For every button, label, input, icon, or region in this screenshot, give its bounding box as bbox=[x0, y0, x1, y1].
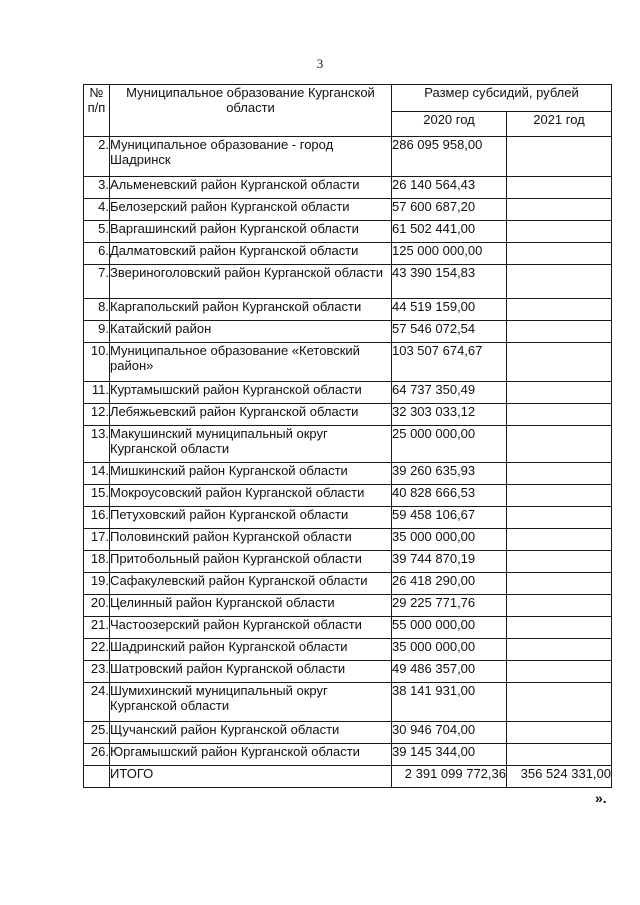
total-number bbox=[84, 766, 110, 788]
row-number: 8. bbox=[84, 299, 110, 321]
total-row bbox=[84, 766, 612, 788]
subsidy-2020: 29 225 771,76 bbox=[392, 595, 507, 617]
subsidy-2020: 39 260 635,93 bbox=[392, 463, 507, 485]
subsidy-2020: 103 507 674,67 bbox=[392, 343, 507, 382]
row-number: 24. bbox=[84, 683, 110, 722]
subsidy-2020: 57 546 072,54 bbox=[392, 321, 507, 343]
row-number: 6. bbox=[84, 243, 110, 265]
header-number: № п/п bbox=[84, 85, 110, 137]
row-number: 16. bbox=[84, 507, 110, 529]
subsidy-2021 bbox=[507, 507, 612, 529]
row-number: 17. bbox=[84, 529, 110, 551]
row-number: 3. bbox=[84, 177, 110, 199]
table-row bbox=[84, 426, 612, 463]
municipality-name: Каргапольский район Курганской области bbox=[110, 299, 392, 321]
page-number: 3 bbox=[316, 56, 324, 71]
municipality-name: Половинский район Курганской области bbox=[110, 529, 392, 551]
table-row bbox=[84, 551, 612, 573]
subsidy-2020: 35 000 000,00 bbox=[392, 639, 507, 661]
table-row bbox=[84, 404, 612, 426]
subsidy-2021 bbox=[507, 343, 612, 382]
table-row bbox=[84, 744, 612, 766]
municipality-name: Муниципальное образование - город Шадринск bbox=[110, 137, 392, 177]
table-row bbox=[84, 343, 612, 382]
municipality-name: Варгашинский район Курганской области bbox=[110, 221, 392, 243]
row-number: 4. bbox=[84, 199, 110, 221]
total-2021: 356 524 331,00 bbox=[507, 766, 612, 788]
header-municipality: Муниципальное образование Курганской области bbox=[110, 85, 392, 137]
row-number: 12. bbox=[84, 404, 110, 426]
subsidy-2020: 26 140 564,43 bbox=[392, 177, 507, 199]
municipality-name: Куртамышский район Курганской области bbox=[110, 382, 392, 404]
row-number: 9. bbox=[84, 321, 110, 343]
table-row bbox=[84, 573, 612, 595]
total-label: ИТОГО bbox=[110, 766, 392, 788]
table-row bbox=[84, 463, 612, 485]
table-row bbox=[84, 485, 612, 507]
subsidy-2021 bbox=[507, 595, 612, 617]
municipality-name: Шумихинский муниципальный округ Курганской области bbox=[110, 683, 392, 722]
row-number: 21. bbox=[84, 617, 110, 639]
subsidy-2021 bbox=[507, 485, 612, 507]
header-year-2021: 2021 год bbox=[507, 112, 612, 137]
row-number: 20. bbox=[84, 595, 110, 617]
subsidy-2020: 35 000 000,00 bbox=[392, 529, 507, 551]
table-row bbox=[84, 683, 612, 722]
header-year-2020: 2020 год bbox=[392, 112, 507, 137]
table-row bbox=[84, 661, 612, 683]
table-row bbox=[84, 722, 612, 744]
municipality-name: Частоозерский район Курганской области bbox=[110, 617, 392, 639]
subsidy-2021 bbox=[507, 265, 612, 299]
table-row bbox=[84, 617, 612, 639]
subsidy-2020: 30 946 704,00 bbox=[392, 722, 507, 744]
municipality-name: Юргамышский район Курганской области bbox=[110, 744, 392, 766]
table-row bbox=[84, 507, 612, 529]
subsidy-2020: 125 000 000,00 bbox=[392, 243, 507, 265]
table-body bbox=[84, 137, 612, 788]
table-row bbox=[84, 199, 612, 221]
row-number: 10. bbox=[84, 343, 110, 382]
subsidy-2021 bbox=[507, 639, 612, 661]
table-row bbox=[84, 529, 612, 551]
subsidy-2020: 40 828 666,53 bbox=[392, 485, 507, 507]
subsidy-2021 bbox=[507, 661, 612, 683]
table-header bbox=[84, 85, 612, 137]
subsidy-2021 bbox=[507, 199, 612, 221]
subsidy-2021 bbox=[507, 744, 612, 766]
municipality-name: Лебяжьевский район Курганской области bbox=[110, 404, 392, 426]
municipality-name: Альменевский район Курганской области bbox=[110, 177, 392, 199]
table-row bbox=[84, 382, 612, 404]
subsidy-table bbox=[83, 84, 612, 788]
subsidy-2021 bbox=[507, 426, 612, 463]
row-number: 19. bbox=[84, 573, 110, 595]
municipality-name: Муниципальное образование «Кетовский район» bbox=[110, 343, 392, 382]
municipality-name: Щучанский район Курганской области bbox=[110, 722, 392, 744]
subsidy-2021 bbox=[507, 221, 612, 243]
subsidy-2020: 25 000 000,00 bbox=[392, 426, 507, 463]
row-number: 14. bbox=[84, 463, 110, 485]
subsidy-2020: 286 095 958,00 bbox=[392, 137, 507, 177]
municipality-name: Шадринский район Курганской области bbox=[110, 639, 392, 661]
subsidy-2021 bbox=[507, 404, 612, 426]
table-row bbox=[84, 321, 612, 343]
row-number: 2. bbox=[84, 137, 110, 177]
table-row bbox=[84, 299, 612, 321]
subsidy-2021 bbox=[507, 321, 612, 343]
municipality-name: Звериноголовский район Курганской области bbox=[110, 265, 392, 299]
municipality-name: Сафакулевский район Курганской области bbox=[110, 573, 392, 595]
subsidy-2020: 38 141 931,00 bbox=[392, 683, 507, 722]
row-number: 15. bbox=[84, 485, 110, 507]
table-row bbox=[84, 265, 612, 299]
row-number: 18. bbox=[84, 551, 110, 573]
municipality-name: Шатровский район Курганской области bbox=[110, 661, 392, 683]
row-number: 7. bbox=[84, 265, 110, 299]
row-number: 5. bbox=[84, 221, 110, 243]
row-number: 11. bbox=[84, 382, 110, 404]
row-number: 25. bbox=[84, 722, 110, 744]
header-subsidy-size: Размер субсидий, рублей bbox=[392, 85, 612, 112]
table-row bbox=[84, 221, 612, 243]
subsidy-2020: 55 000 000,00 bbox=[392, 617, 507, 639]
municipality-name: Целинный район Курганской области bbox=[110, 595, 392, 617]
municipality-name: Мишкинский район Курганской области bbox=[110, 463, 392, 485]
municipality-name: Макушинский муниципальный округ Курганской области bbox=[110, 426, 392, 463]
subsidy-2020: 49 486 357,00 bbox=[392, 661, 507, 683]
row-number: 22. bbox=[84, 639, 110, 661]
municipality-name: Катайский район bbox=[110, 321, 392, 343]
municipality-name: Мокроусовский район Курганской области bbox=[110, 485, 392, 507]
subsidy-2021 bbox=[507, 137, 612, 177]
subsidy-2021 bbox=[507, 243, 612, 265]
subsidy-2021 bbox=[507, 573, 612, 595]
subsidy-2021 bbox=[507, 617, 612, 639]
row-number: 13. bbox=[84, 426, 110, 463]
table-row bbox=[84, 243, 612, 265]
subsidy-2020: 32 303 033,12 bbox=[392, 404, 507, 426]
total-2020: 2 391 099 772,36 bbox=[392, 766, 507, 788]
subsidy-2020: 43 390 154,83 bbox=[392, 265, 507, 299]
subsidy-2020: 64 737 350,49 bbox=[392, 382, 507, 404]
row-number: 26. bbox=[84, 744, 110, 766]
subsidy-2020: 44 519 159,00 bbox=[392, 299, 507, 321]
municipality-name: Петуховский район Курганской области bbox=[110, 507, 392, 529]
subsidy-2021 bbox=[507, 299, 612, 321]
subsidy-2021 bbox=[507, 551, 612, 573]
subsidy-2020: 61 502 441,00 bbox=[392, 221, 507, 243]
table-row bbox=[84, 137, 612, 177]
municipality-name: Притобольный район Курганской области bbox=[110, 551, 392, 573]
subsidy-2021 bbox=[507, 382, 612, 404]
subsidy-2020: 39 145 344,00 bbox=[392, 744, 507, 766]
row-number: 23. bbox=[84, 661, 110, 683]
subsidy-2021 bbox=[507, 529, 612, 551]
subsidy-2020: 39 744 870,19 bbox=[392, 551, 507, 573]
subsidy-2020: 26 418 290,00 bbox=[392, 573, 507, 595]
table-row bbox=[84, 639, 612, 661]
table-row bbox=[84, 595, 612, 617]
subsidy-2021 bbox=[507, 177, 612, 199]
subsidy-2021 bbox=[507, 683, 612, 722]
subsidy-2020: 59 458 106,67 bbox=[392, 507, 507, 529]
table-row bbox=[84, 177, 612, 199]
subsidy-2021 bbox=[507, 463, 612, 485]
closing-mark: ». bbox=[595, 790, 607, 806]
subsidy-2021 bbox=[507, 722, 612, 744]
municipality-name: Белозерский район Курганской области bbox=[110, 199, 392, 221]
municipality-name: Далматовский район Курганской области bbox=[110, 243, 392, 265]
subsidy-2020: 57 600 687,20 bbox=[392, 199, 507, 221]
